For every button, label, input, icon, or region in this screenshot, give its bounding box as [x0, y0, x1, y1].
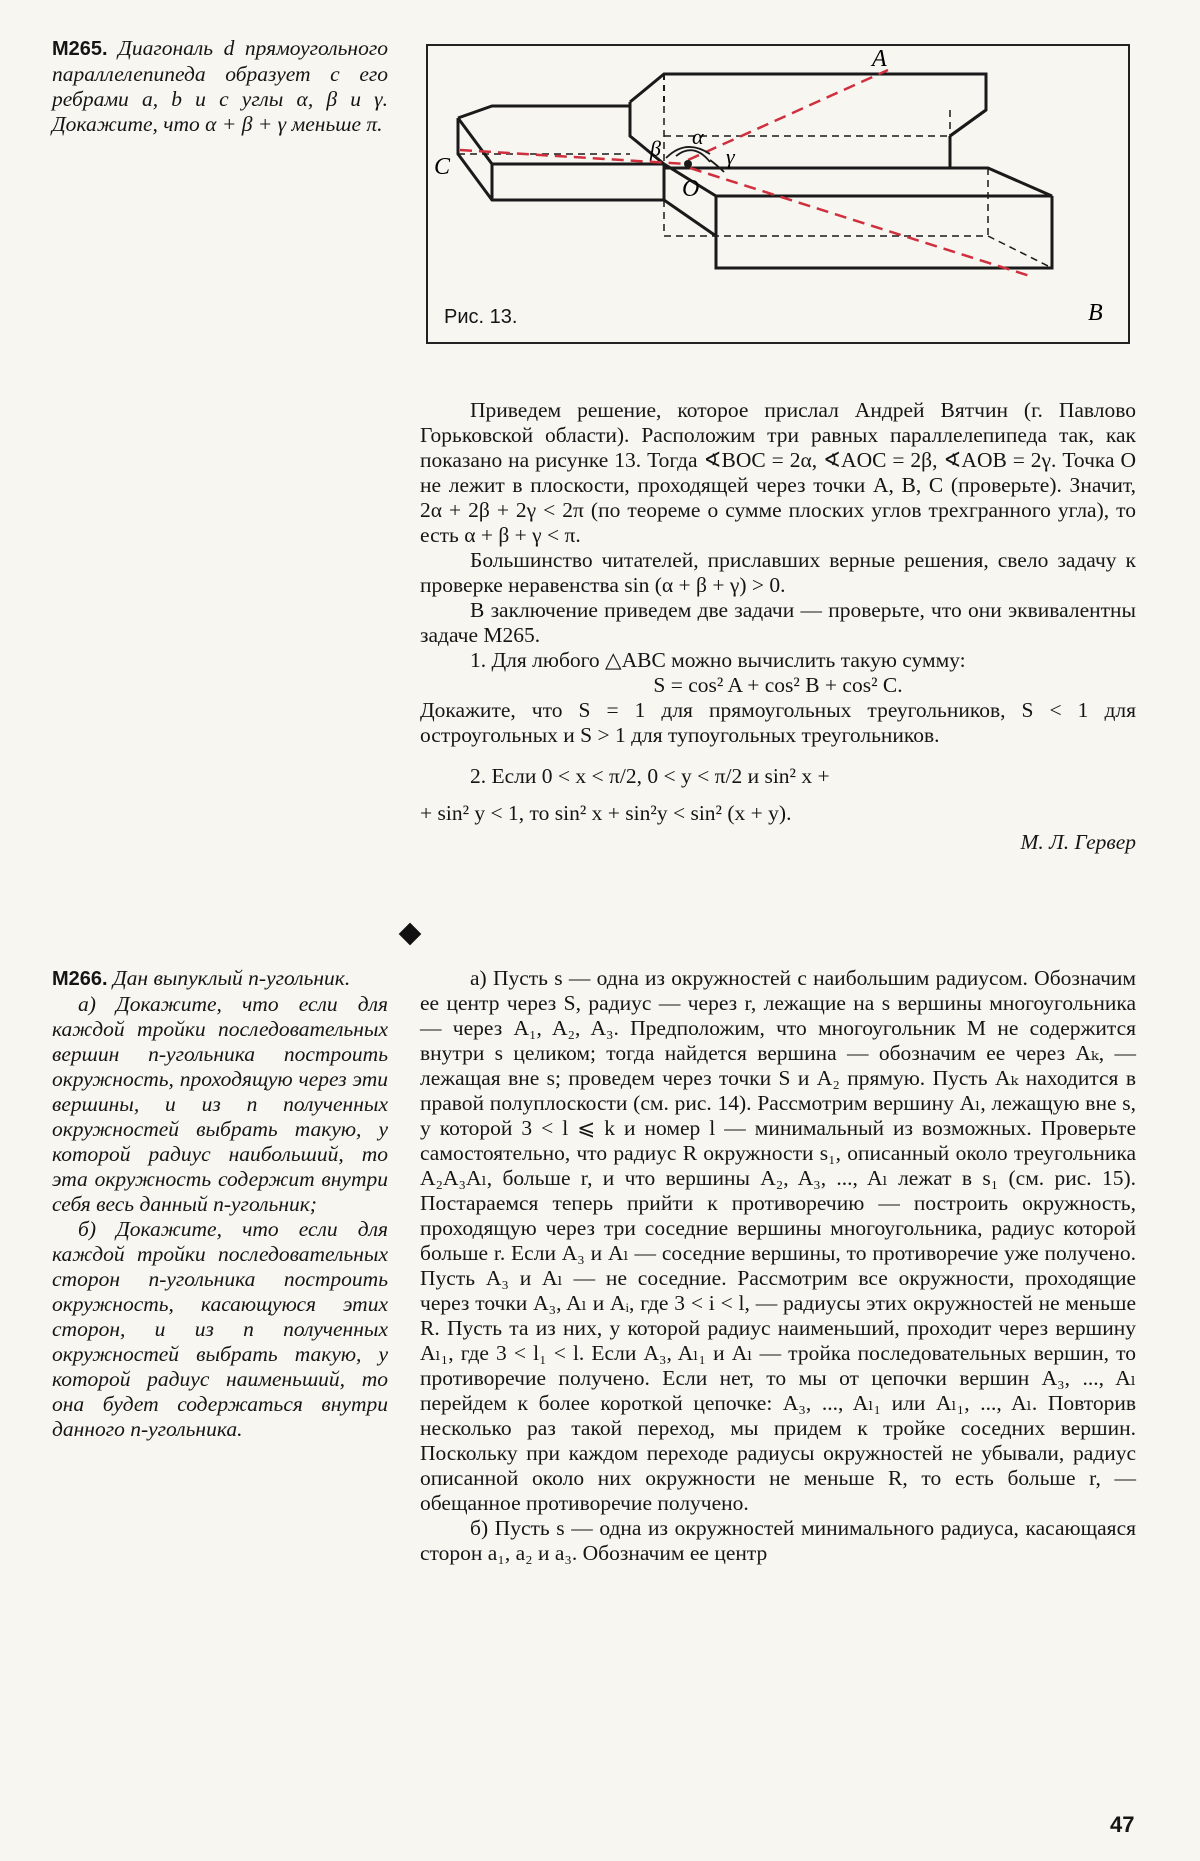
- problem-m265-statement: Диагональ d прямоугольного параллелепипеда образует с его ребрами a, b и c углы α, β и γ. Докажите, что α + β + γ меньше π.: [52, 36, 388, 136]
- solution-m266-part-a: а) Пусть s — одна из окружностей с наибольшим радиусом. Обозначим ее центр через S, радиус — через r, лежащие на s вершины многоугольника — через A₁, A₂, A₃. Предположим, что многоугольник M не содержится внутри s целиком; тогда найдется вершина — обозначим ее через Aₖ, — лежащая вне s; проведем через точки S и A₂ прямую. Пусть Aₖ находится в правой полуплоскости (см. рис. 14). Рассмотрим вершину Aₗ, лежащую вне s, у которой 3 < l ⩽ k и номер l — минимальный из возможных. Проверьте самостоятельно, что радиус R окружности s₁, описанный около треугольника A₂A₃Aₗ, больше r, и что вершины A₂, A₃, ..., Aₗ лежат в s₁ (см. рис. 15). Постараемся теперь прийти к противоречию — построить окружность, проходящую через три соседние вершины многоугольника, радиус которой больше r. Если A₃ и Aₗ — соседние вершины, то противоречие уже получено. Пусть A₃ и Aₗ — не соседние. Рассмотрим все окружности, проходящие через точки A₃, Aₗ и Aᵢ, где 3 < i < l, — радиусы этих окружностей не меньше R. Пусть та из них, у которой радиус наименьший, проходит через вершину Aₗ₁, где 3 < l₁ < l. Если A₃, Aₗ₁ и Aₗ — тройка последовательных вершин, то противоречие получено. Если нет, то мы от цепочки вершин A₃, ..., Aₗ перейдем к более короткой цепочке: A₃, ..., Aₗ₁ или Aₗ₁, ..., Aₗ. Повторив несколько раз такой переход, мы придем к тройке соседних вершин. Поскольку при каждом переходе радиусы окружностей не убывали, радиус описанной около них окружности не меньше R, то есть больше r, — обещанное противоречие получено.: [420, 966, 1136, 1515]
- figure-13-drawing: [428, 46, 1128, 342]
- label-gamma: γ: [726, 144, 735, 169]
- label-beta: β: [650, 136, 661, 161]
- problem-m265: [52, 36, 388, 137]
- problem-m266-label: М266.: [52, 968, 108, 990]
- solution-m265-p3: В заключение приведем две задачи — проверьте, что они эквивалентны задаче М265.: [420, 598, 1136, 647]
- point-O: [684, 160, 692, 168]
- author: М. Л. Гервер: [1020, 830, 1136, 854]
- red-diagonals: [460, 70, 1030, 276]
- solution-m265-p1: Приведем решение, которое прислал Андрей Вятчин (г. Павлово Горьковской области). Расположим три равных параллелепипеда так, как показано на рисунке 13. Тогда ∢BOC = 2α, ∢AOC = 2β, ∢AOB = 2γ. Точка O не лежит в плоскости, проходящей через точки A, B, C (проверьте). Значит, 2α + 2β + 2γ < 2π (по теореме о сумме плоских углов трехгранного угла), то есть α + β + γ < π.: [420, 398, 1136, 547]
- label-O: O: [682, 176, 700, 202]
- problem-m265-label: М265.: [52, 38, 108, 60]
- hidden-edges: [458, 106, 1052, 268]
- figure-13: [426, 44, 1130, 344]
- solution-m265-p2: Большинство читателей, приславших верные решения, свело задачу к проверке неравенства sin (α + β + γ) > 0.: [420, 548, 1136, 597]
- section-divider-diamond-icon: [399, 923, 422, 946]
- solution-m266: [420, 966, 1136, 1566]
- figure-13-caption: Рис. 13.: [444, 306, 518, 328]
- task1-text: Докажите, что S = 1 для прямоугольных треугольников, S < 1 для остроугольных и S > 1 для тупоугольных треугольников.: [420, 698, 1136, 747]
- label-A: A: [872, 46, 887, 72]
- page-number: 47: [1110, 1812, 1135, 1837]
- label-C: C: [434, 154, 451, 180]
- solution-m266-part-b: б) Пусть s — одна из окружностей минимального радиуса, касающаяся сторон a₁, a₂ и a₃. Обозначим ее центр: [420, 1516, 1136, 1565]
- task2-line1: 2. Если 0 < x < π/2, 0 < y < π/2 и sin² x +: [470, 764, 830, 788]
- diagonal-OA: [688, 70, 888, 160]
- label-B: B: [1088, 300, 1103, 326]
- parallelepipeds: [458, 74, 1052, 268]
- problem-m266-intro: Дан выпуклый n-угольник.: [112, 966, 351, 990]
- diagonal-OB: [690, 168, 1030, 276]
- task2-line2: + sin² y < 1, то sin² x + sin²y < sin² (x + y).: [420, 801, 792, 825]
- task1-formula: S = cos² A + cos² B + cos² C.: [653, 673, 903, 697]
- problem-m266-part-b: б) Докажите, что если для каждой тройки последовательных сторон n-угольника построить окружность, касающуюся этих сторон, и из n полученных окружностей выбрать такую, у которой радиус наименьший, то она будет содержаться внутри данного n-угольника.: [52, 1217, 388, 1441]
- solution-m265: [420, 398, 1136, 855]
- problem-m266-part-a: а) Докажите, что если для каждой тройки последовательных вершин n-угольника построить окружность, проходящую через эти вершины, и из n полученных окружностей выбрать такую, у которой радиус наибольший, то эта окружность содержит внутри себя весь данный n-угольник;: [52, 992, 388, 1216]
- problem-m266: [52, 966, 388, 1442]
- task1-intro: 1. Для любого △ABC можно вычислить такую сумму:: [470, 648, 966, 672]
- label-alpha: α: [692, 124, 704, 149]
